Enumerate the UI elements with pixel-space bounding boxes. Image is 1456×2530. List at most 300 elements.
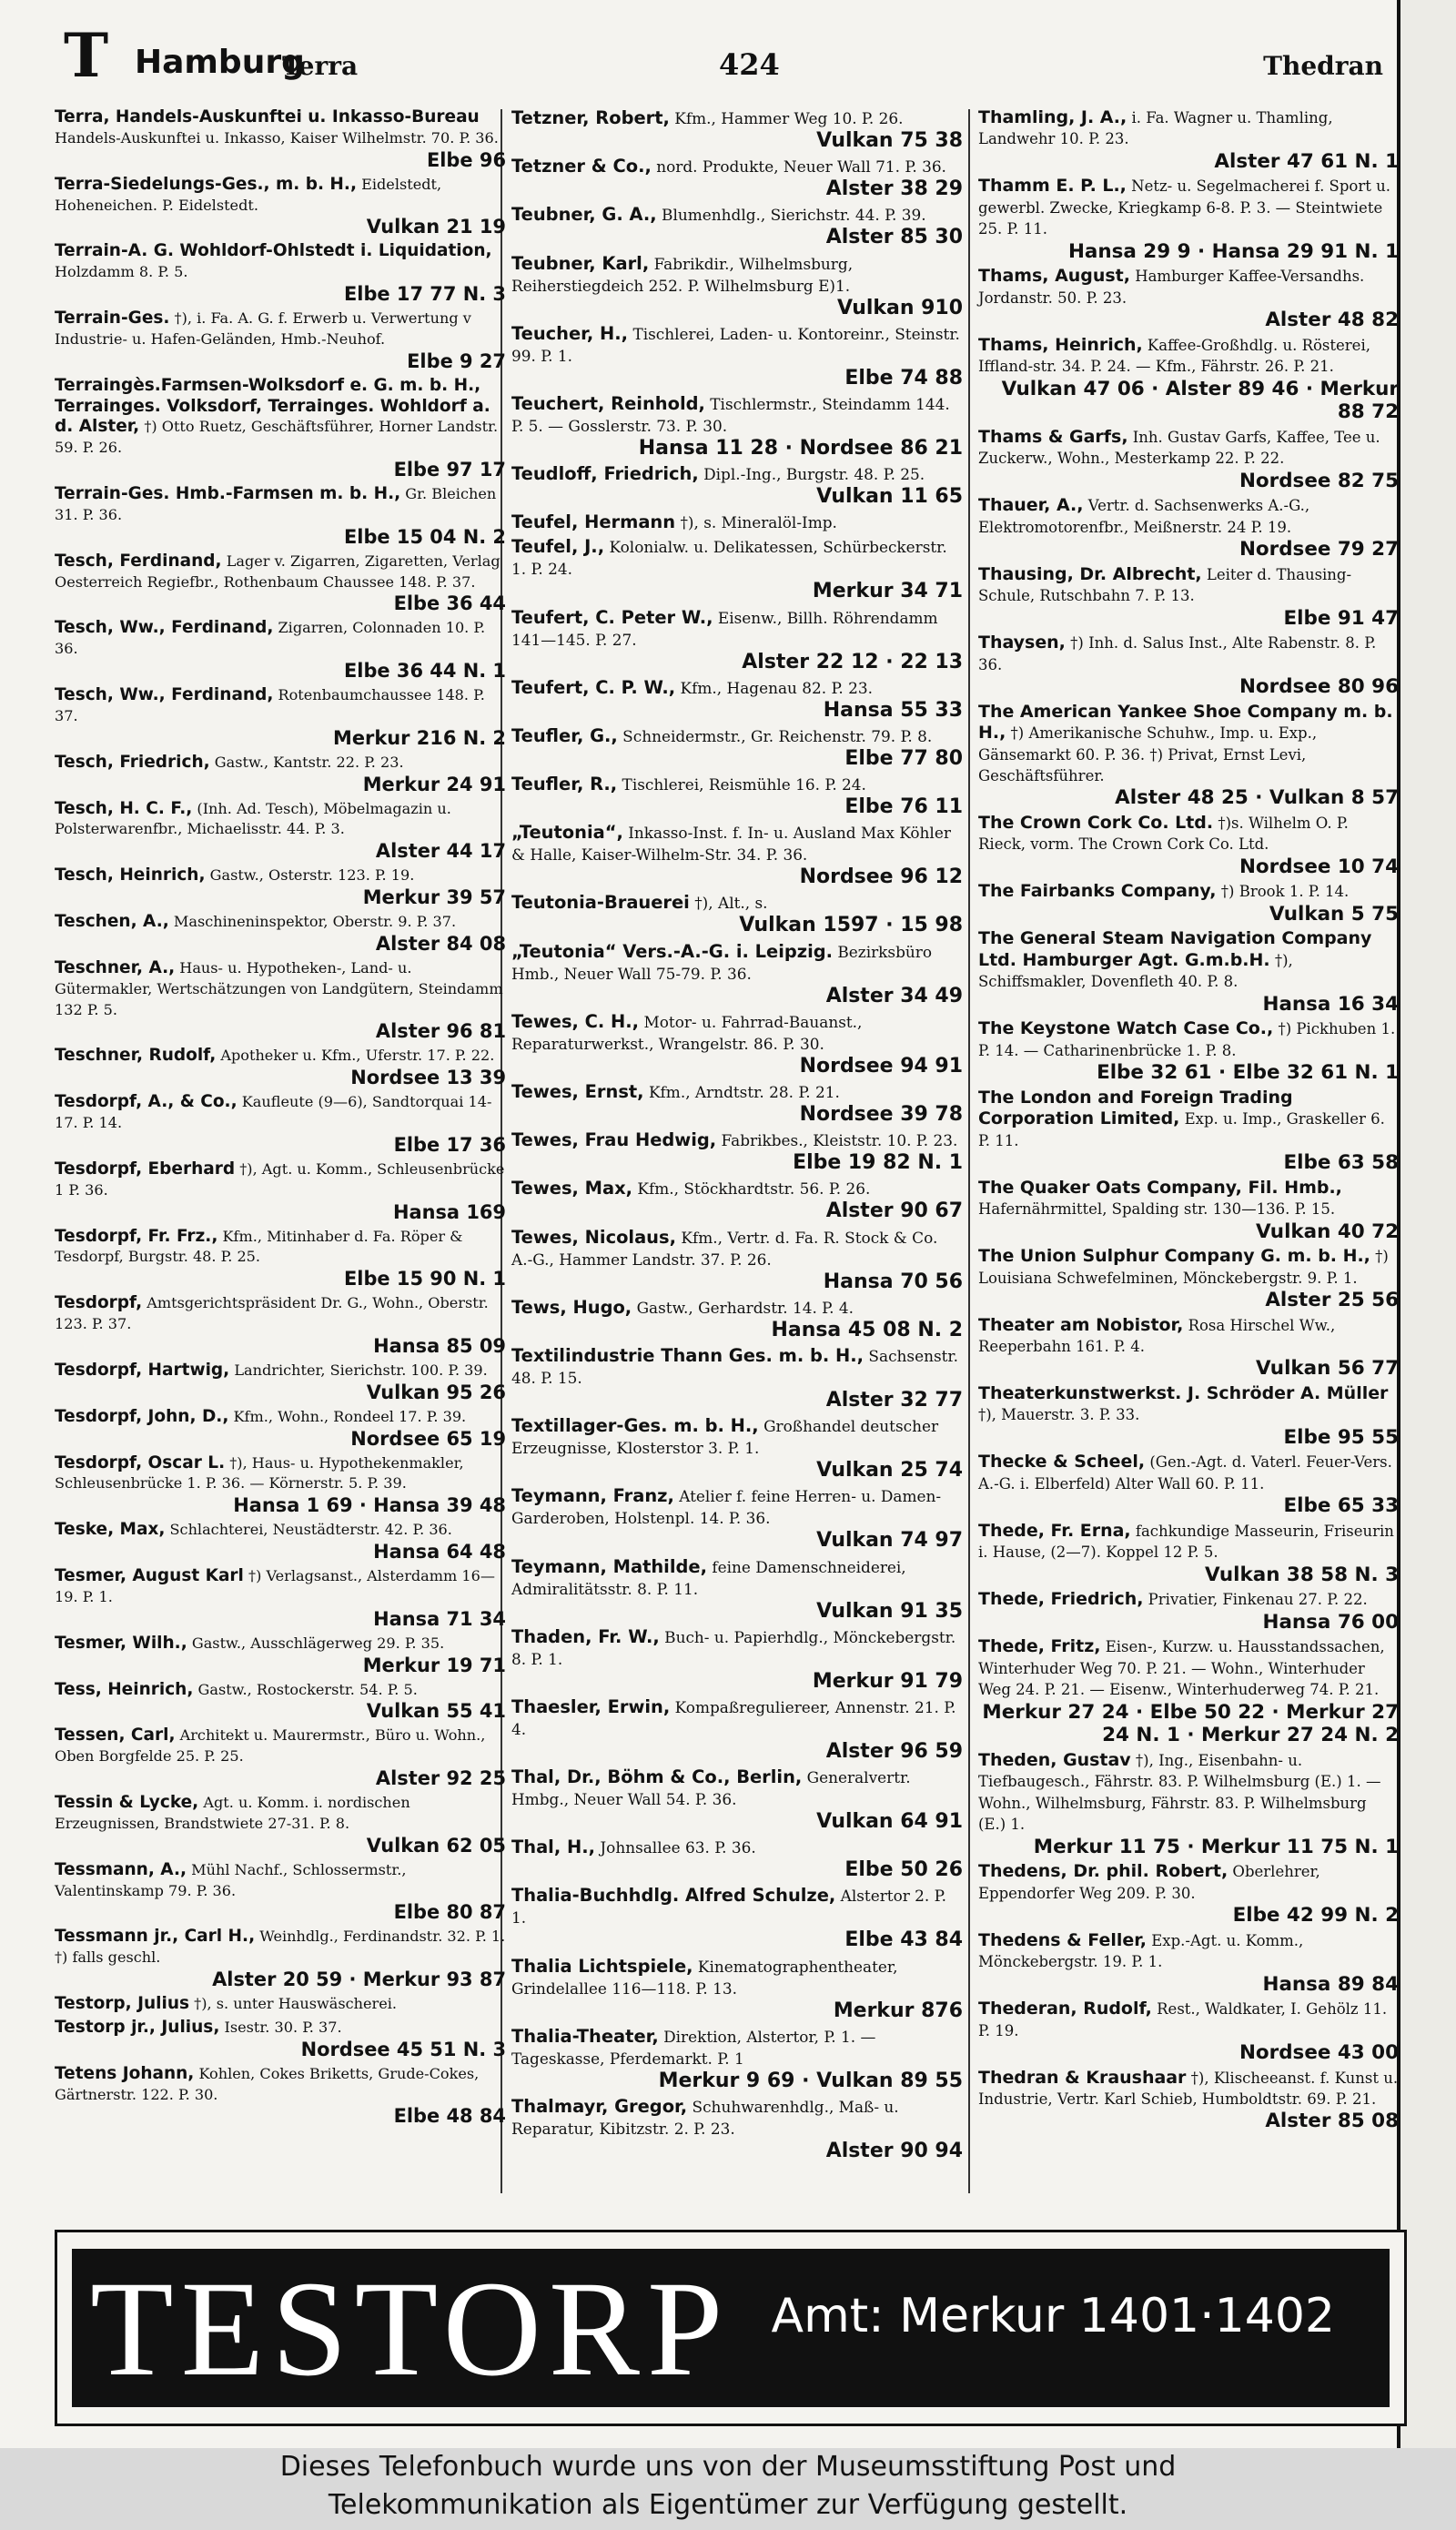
directory-entry bbox=[511, 1129, 963, 1175]
entry-phone: Hansa 76 00 bbox=[1262, 1610, 1399, 1634]
entry-name: Tessen, Carl, bbox=[55, 1725, 176, 1746]
entry-details: Eidelstedt, Hoheneichen. P. Eidelstedt. bbox=[55, 175, 442, 214]
directory-entry bbox=[978, 1636, 1399, 1746]
entry-details: i. Fa. Wagner u. Thamling, Landwehr 10. P. 23. bbox=[978, 109, 1333, 148]
entry-details: †), Klischeeanst. f. Kunst u. Industrie, Vertr. Karl Schieb, Humboldtstr. 69. P. 21. bbox=[978, 2069, 1399, 2108]
entry-details: Gastw., Osterstr. 123. P. 19. bbox=[209, 866, 415, 885]
entry-details: Kfm., Mitinhaber d. Fa. Röper & Tesdorpf, Burgstr. 48. P. 25. bbox=[55, 1227, 463, 1266]
directory-entry bbox=[55, 552, 506, 616]
entry-phone: Merkur 19 71 bbox=[362, 1654, 506, 1676]
entry-details: Fabrikdir., Wilhelmsburg, Reiherstiegdeich 252. P. Wilhelmsburg E)1. bbox=[511, 254, 854, 295]
directory-entry bbox=[511, 1556, 963, 1624]
entry-name: Thedens, Dr. phil. Robert, bbox=[978, 1861, 1228, 1882]
entry-name: Teschner, Rudolf, bbox=[55, 1046, 217, 1066]
archive-footer bbox=[0, 2448, 1456, 2530]
directory-entry bbox=[55, 241, 506, 306]
entry-details: Atelier f. feine Herren- u. Damen-Garderoben, Holstenpl. 14. P. 36. bbox=[511, 1487, 942, 1528]
directory-entry bbox=[55, 618, 506, 683]
last-keyword: Thedran bbox=[1263, 51, 1383, 81]
entry-details: Mühl Nachf., Schlossermstr., Valentinskamp 79. P. 36. bbox=[55, 1860, 407, 1899]
entry-name: Terra-Siedelungs-Ges., m. b. H., bbox=[55, 174, 357, 194]
directory-entry bbox=[511, 253, 963, 320]
entry-details: †), Agt. u. Komm., Schleusenbrücke 1 P. 36. bbox=[55, 1159, 505, 1199]
entry-name: Testorp jr., Julius, bbox=[55, 2017, 220, 2037]
directory-entry bbox=[55, 2018, 506, 2061]
directory-entry bbox=[511, 1626, 963, 1694]
footer-line-2: Telekommunikation als Eigentümer zur Verfügung gestellt. bbox=[328, 2489, 1128, 2521]
entry-phone: Vulkan 91 35 bbox=[816, 1599, 963, 1623]
directory-entry bbox=[978, 266, 1399, 331]
section-letter: T bbox=[64, 20, 109, 91]
entry-details: Tischlerei, Reismühle 16. P. 24. bbox=[622, 775, 866, 794]
directory-column-2 bbox=[511, 107, 963, 2166]
directory-entry bbox=[511, 1345, 963, 1412]
entry-phone: Hansa 169 bbox=[392, 1200, 506, 1223]
entry-details: Apotheker u. Kfm., Uferstr. 17. P. 22. bbox=[220, 1047, 495, 1065]
directory-entry bbox=[511, 1011, 963, 1078]
entry-name: Teymann, Mathilde, bbox=[511, 1555, 707, 1577]
entry-name: Tesch, Friedrich, bbox=[55, 752, 210, 772]
entry-phone: Elbe 9 27 bbox=[407, 349, 506, 372]
entry-name: Thams, Heinrich, bbox=[978, 334, 1143, 355]
entry-phone: Alster 84 08 bbox=[375, 932, 506, 955]
entry-phone: Alster 96 81 bbox=[375, 1020, 506, 1043]
entry-details: †) Brook 1. P. 14. bbox=[1220, 883, 1350, 901]
directory-entry bbox=[55, 1520, 506, 1564]
directory-entry bbox=[978, 1750, 1399, 1858]
directory-entry bbox=[55, 865, 506, 909]
entry-name: Tessin & Lycke, bbox=[55, 1792, 199, 1812]
entry-phone: Nordsee 13 39 bbox=[350, 1067, 506, 1089]
entry-name: Tesmer, Wilh., bbox=[55, 1633, 187, 1653]
entry-name: Textillager-Ges. m. b. H., bbox=[511, 1415, 759, 1437]
entry-phone: Nordsee 43 00 bbox=[1239, 2040, 1399, 2064]
entry-phone: Alster 85 30 bbox=[825, 226, 963, 249]
entry-details: Johnsallee 63. P. 36. bbox=[600, 1838, 756, 1857]
entry-phone: Alster 32 77 bbox=[825, 1388, 963, 1412]
entry-name: Thederan, Rudolf, bbox=[978, 1999, 1152, 2019]
entry-name: Tesch, Ferdinand, bbox=[55, 551, 222, 571]
directory-entry bbox=[55, 753, 506, 796]
entry-phone: Vulkan 55 41 bbox=[366, 1700, 506, 1723]
entry-phone: Alster 44 17 bbox=[375, 840, 506, 863]
entry-details: Kinematographentheater, Grindelallee 116—118. P. 13. bbox=[511, 1957, 898, 1998]
entry-name: Tewes, Max, bbox=[511, 1178, 632, 1199]
directory-entry bbox=[511, 2096, 963, 2163]
entry-name: The Keystone Watch Case Co., bbox=[978, 1018, 1274, 1039]
city-name: Hamburg bbox=[135, 44, 305, 81]
entry-name: Theater am Nobistor, bbox=[978, 1314, 1184, 1335]
entry-details: Gr. Bleichen 31. P. 36. bbox=[55, 485, 497, 523]
directory-entry bbox=[511, 892, 963, 937]
entry-name: Thaden, Fr. W., bbox=[511, 1625, 660, 1647]
entry-name: Teubner, Karl, bbox=[511, 252, 650, 274]
entry-phone: Alster 90 94 bbox=[825, 2140, 963, 2162]
directory-entry bbox=[511, 107, 963, 153]
directory-entry bbox=[978, 427, 1399, 492]
entry-details: Rosa Hirschel Ww., Reeperbahn 161. P. 4. bbox=[978, 1316, 1336, 1356]
entry-phone: Elbe 36 44 N. 1 bbox=[343, 660, 506, 683]
entry-name: Tesch, Ww., Ferdinand, bbox=[55, 685, 274, 705]
entry-name: Tesch, H. C. F., bbox=[55, 798, 193, 818]
advertisement-banner bbox=[55, 2230, 1407, 2426]
entry-details: Tischlermstr., Steindamm 144. P. 5. — Gosslerstr. 73. P. 30. bbox=[511, 394, 950, 435]
entry-phone: Nordsee 10 74 bbox=[1239, 855, 1399, 878]
entry-details: Eisen-, Kurzw. u. Hausstandssachen, Winterhuder Weg 70. P. 21. — Wohn., Winterhuder Weg 24. P. 21. — Eisenw., Winterhuderweg 74. P. 21. bbox=[978, 1638, 1385, 1699]
entry-details: Fabrikbes., Kleiststr. 10. P. 23. bbox=[721, 1131, 958, 1150]
entry-phone: Alster 48 82 bbox=[1265, 309, 1399, 332]
directory-entry bbox=[978, 107, 1399, 173]
entry-details: Maschineninspektor, Oberstr. 9. P. 37. bbox=[173, 913, 457, 931]
entry-phone: Elbe 80 87 bbox=[393, 1901, 506, 1924]
directory-entry bbox=[511, 2026, 963, 2093]
entry-phone: Elbe 91 47 bbox=[1283, 606, 1399, 630]
directory-entry bbox=[511, 156, 963, 201]
entry-details: Tischlerei, Laden- u. Kontoreinr., Steinstr. 99. P. 1. bbox=[511, 324, 960, 365]
directory-entry bbox=[978, 176, 1399, 263]
entry-phone: Vulkan 1597 · 15 98 bbox=[739, 914, 963, 937]
directory-entry bbox=[55, 1227, 506, 1291]
directory-entry bbox=[978, 564, 1399, 630]
directory-entry bbox=[978, 1178, 1399, 1243]
directory-entry bbox=[511, 725, 963, 771]
entry-phone: Vulkan 64 91 bbox=[816, 1810, 963, 1834]
entry-name: Thaesler, Erwin, bbox=[511, 1695, 671, 1717]
entry-name: Thalia-Theater, bbox=[511, 2025, 659, 2047]
entry-name: Thaysen, bbox=[978, 632, 1066, 653]
entry-details: Sachsenstr. 48. P. 15. bbox=[511, 1346, 958, 1387]
entry-name: Theden, Gustav bbox=[978, 1749, 1131, 1770]
entry-name: Textilindustrie Thann Ges. m. b. H., bbox=[511, 1344, 864, 1366]
entry-name: Tesdorpf, Fr. Frz., bbox=[55, 1226, 218, 1246]
directory-entry bbox=[978, 335, 1399, 424]
entry-name: The Quaker Oats Company, Fil. Hmb., bbox=[978, 1177, 1342, 1198]
entry-details: Privatier, Finkenau 27. P. 22. bbox=[1148, 1591, 1368, 1609]
entry-phone: Alster 20 59 · Merkur 93 87 bbox=[212, 1968, 506, 1991]
entry-name: Teudloff, Friedrich, bbox=[511, 463, 699, 485]
entry-name: Thecke & Scheel, bbox=[978, 1452, 1146, 1472]
entry-phone: Vulkan 25 74 bbox=[816, 1459, 963, 1483]
entry-details: †)s. Wilhelm O. P. Rieck, vorm. The Crown Cork Co. Ltd. bbox=[978, 814, 1349, 854]
entry-phone: Alster 34 49 bbox=[825, 984, 963, 1007]
entry-phone: Elbe 97 17 bbox=[393, 459, 506, 481]
directory-entry bbox=[55, 1634, 506, 1677]
entry-details: Kfm., Wohn., Rondeel 17. P. 39. bbox=[233, 1407, 467, 1425]
entry-phone: Vulkan 74 97 bbox=[816, 1529, 963, 1553]
entry-details: Generalvertr. Hmbg., Neuer Wall 54. P. 36. bbox=[511, 1768, 911, 1809]
directory-entry bbox=[55, 1046, 506, 1089]
directory-entry bbox=[978, 495, 1399, 561]
directory-entry bbox=[55, 1860, 506, 1925]
entry-phone: Hansa 89 84 bbox=[1262, 1972, 1399, 1996]
page-header bbox=[64, 20, 1383, 91]
advertisement-panel bbox=[72, 2249, 1390, 2407]
entry-name: Tesdorpf, A., & Co., bbox=[55, 1092, 238, 1112]
adjacent-page-edge bbox=[1397, 0, 1456, 2448]
entry-name: Thede, Fr. Erna, bbox=[978, 1520, 1131, 1541]
entry-details: †), s. Mineralöl-Imp. bbox=[680, 513, 837, 532]
entry-phone: Elbe 65 33 bbox=[1283, 1494, 1399, 1518]
entry-name: Thamm E. P. L., bbox=[978, 176, 1127, 197]
entry-details: Kfm., Vertr. d. Fa. R. Stock & Co. A.-G., Hammer Landstr. 37. P. 26. bbox=[511, 1228, 938, 1269]
entry-phone: Hansa 55 33 bbox=[823, 698, 963, 722]
directory-entry bbox=[55, 685, 506, 750]
entry-name: Tesmer, August Karl bbox=[55, 1566, 244, 1586]
entry-details: Handels-Auskunftei u. Inkasso, Kaiser Wilhelmstr. 70. P. 36. bbox=[55, 128, 499, 147]
entry-name: Teschner, A., bbox=[55, 957, 176, 977]
entry-name: „Teutonia“, bbox=[511, 822, 623, 844]
first-keyword: Terra bbox=[282, 51, 359, 81]
entry-details: Gastw., Ausschlägerweg 29. P. 35. bbox=[191, 1634, 445, 1652]
entry-phone: Vulkan 56 77 bbox=[1255, 1357, 1399, 1381]
entry-phone: Merkur 216 N. 2 bbox=[333, 726, 506, 749]
entry-phone: Elbe 63 58 bbox=[1283, 1151, 1399, 1175]
entry-name: Tews, Hugo, bbox=[511, 1296, 632, 1318]
entry-name: Thauer, A., bbox=[978, 495, 1084, 516]
entry-phone: Merkur 34 71 bbox=[812, 580, 963, 603]
entry-phone: Hansa 11 28 · Nordsee 86 21 bbox=[638, 436, 963, 460]
entry-details: feine Damenschneiderei, Admiralitätsstr. 8. P. 11. bbox=[511, 1557, 906, 1598]
directory-entry bbox=[511, 1485, 963, 1553]
directory-entry bbox=[978, 813, 1399, 878]
directory-entry bbox=[511, 1178, 963, 1223]
directory-entry bbox=[511, 1696, 963, 1764]
entry-details: Bezirksbüro Hmb., Neuer Wall 75-79. P. 36. bbox=[511, 942, 933, 983]
entry-name: Teufler, G., bbox=[511, 724, 618, 746]
entry-phone: Nordsee 94 91 bbox=[799, 1054, 963, 1078]
entry-name: Tetzner, Robert, bbox=[511, 107, 670, 128]
entry-phone: Alster 96 59 bbox=[825, 1739, 963, 1763]
directory-entry bbox=[55, 175, 506, 239]
directory-entry bbox=[978, 702, 1399, 810]
entry-name: Teske, Max, bbox=[55, 1520, 166, 1540]
entry-phone: Elbe 43 84 bbox=[844, 1928, 963, 1952]
entry-name: Tetzner & Co., bbox=[511, 156, 652, 177]
directory-entry bbox=[978, 1018, 1399, 1084]
entry-details: †) Pickhuben 1. P. 14. — Catharinenbrücke 1. P. 8. bbox=[978, 1020, 1396, 1059]
entry-name: Teufert, C. P. W., bbox=[511, 676, 676, 698]
entry-name: Teufert, C. Peter W., bbox=[511, 606, 713, 628]
entry-name: The American Yankee Shoe Company m. b. H., bbox=[978, 701, 1393, 744]
entry-details: Kfm., Hagenau 82. P. 23. bbox=[680, 678, 874, 697]
directory-entry bbox=[511, 1766, 963, 1834]
entry-details: †), Ing., Eisenbahn- u. Tiefbaugesch., Fährstr. 83. P. Wilhelmsburg (E.) 1. — Wohn., Wilhelmsburg, Fährstr. 83. P. Wilhelmsburg (E.) 1. bbox=[978, 1751, 1381, 1834]
directory-entry bbox=[511, 1415, 963, 1483]
entry-name: Tessmann, A., bbox=[55, 1859, 187, 1879]
entry-phone: Elbe 50 26 bbox=[844, 1858, 963, 1882]
directory-entry bbox=[55, 1793, 506, 1857]
entry-details: Exp.-Agt. u. Komm., Mönckebergstr. 19. P. 1. bbox=[978, 1931, 1304, 1971]
entry-phone: Nordsee 82 75 bbox=[1239, 469, 1399, 492]
entry-details: nord. Produkte, Neuer Wall 71. P. 36. bbox=[656, 157, 946, 177]
directory-entry bbox=[55, 1407, 506, 1451]
entry-details: †), Alt., s. bbox=[694, 894, 768, 913]
entry-phone: Merkur 11 75 · Merkur 11 75 N. 1 bbox=[1033, 1835, 1399, 1858]
entry-name: The Union Sulphur Company G. m. b. H., bbox=[978, 1246, 1370, 1267]
entry-name: „Teutonia“ Vers.-A.-G. i. Leipzig. bbox=[511, 940, 834, 962]
entry-phone: Vulkan 62 05 bbox=[366, 1834, 506, 1857]
entry-name: Terrain-Ges. Hmb.-Farmsen m. b. H., bbox=[55, 484, 401, 504]
entry-phone: Alster 38 29 bbox=[825, 177, 963, 201]
entry-name: Teucher, H., bbox=[511, 322, 629, 344]
entry-phone: Vulkan 21 19 bbox=[366, 216, 506, 238]
entry-details: †), i. Fa. A. G. f. Erwerb u. Verwertung v Industrie- u. Hafen-Geländen, Hmb.-Neuhof. bbox=[55, 309, 471, 348]
entry-details: Rotenbaumchaussee 148. P. 37. bbox=[55, 686, 485, 724]
entry-name: Teufler, R., bbox=[511, 774, 618, 795]
entry-name: Tesdorpf, Oscar L. bbox=[55, 1452, 226, 1472]
directory-entry bbox=[55, 1361, 506, 1404]
directory-entry bbox=[55, 799, 506, 864]
entry-name: Tewes, Nicolaus, bbox=[511, 1226, 676, 1248]
entry-phone: Elbe 42 99 N. 2 bbox=[1232, 1904, 1399, 1928]
entry-details: Inh. Gustav Garfs, Kaffee, Tee u. Zuckerw., Wohn., Mesterkamp 22. P. 22. bbox=[978, 428, 1380, 468]
entry-name: Thausing, Dr. Albrecht, bbox=[978, 563, 1202, 584]
directory-entry bbox=[511, 1837, 963, 1882]
entry-details: Großhandel deutscher Erzeugnisse, Klosterstor 3. P. 1. bbox=[511, 1417, 939, 1458]
entry-phone: Nordsee 80 96 bbox=[1239, 675, 1399, 699]
directory-entry bbox=[978, 632, 1399, 698]
directory-entry bbox=[511, 822, 963, 889]
entry-details: Hamburger Kaffee-Versandhs. Jordanstr. 50. P. 23. bbox=[978, 268, 1365, 307]
directory-entry bbox=[978, 1521, 1399, 1586]
entry-name: Teymann, Franz, bbox=[511, 1485, 674, 1507]
page-number: 424 bbox=[719, 47, 780, 82]
entry-name: Thamling, J. A., bbox=[978, 107, 1127, 127]
entry-phone: Elbe 74 88 bbox=[844, 366, 963, 390]
entry-name: Tessmann jr., Carl H., bbox=[55, 1927, 256, 1947]
entry-name: The General Steam Navigation Company Ltd. Hamburger Agt. G.m.b.H. bbox=[978, 928, 1372, 970]
directory-entry bbox=[55, 1453, 506, 1518]
entry-name: Thedens & Feller, bbox=[978, 1929, 1147, 1950]
entry-details: Kaufleute (9—6), Sandtorquai 14-17. P. 14. bbox=[55, 1093, 492, 1132]
entry-phone: Merkur 9 69 · Vulkan 89 55 bbox=[658, 2069, 963, 2092]
directory-entry bbox=[978, 2068, 1399, 2133]
entry-name: Tewes, Ernst, bbox=[511, 1081, 644, 1102]
entry-phone: Elbe 17 77 N. 3 bbox=[343, 283, 506, 306]
entry-details: †), Mauerstr. 3. P. 33. bbox=[978, 1406, 1140, 1424]
entry-details: Landrichter, Sierichstr. 100. P. 39. bbox=[234, 1361, 488, 1379]
entry-name: Teutonia-Brauerei bbox=[511, 892, 690, 914]
directory-entry bbox=[511, 511, 963, 533]
entry-phone: Elbe 96 bbox=[426, 148, 506, 171]
entry-details: Direktion, Alstertor, P. 1. — Tageskasse, Pferdemarkt. P. 1 bbox=[511, 2027, 876, 2068]
entry-details: Alstertor 2. P. 1. bbox=[511, 1887, 946, 1928]
entry-name: Tesch, Ww., Ferdinand, bbox=[55, 618, 274, 638]
directory-entry bbox=[55, 1680, 506, 1724]
entry-name: Tesdorpf, Eberhard bbox=[55, 1159, 236, 1179]
advertisement-phone: Amt: Merkur 1401·1402 bbox=[771, 2289, 1335, 2343]
entry-details: Kfm., Arndtstr. 28. P. 21. bbox=[648, 1083, 840, 1101]
entry-phone: Hansa 71 34 bbox=[373, 1607, 506, 1630]
directory-entry bbox=[978, 1246, 1399, 1311]
directory-entry bbox=[55, 1293, 506, 1358]
directory-column-1 bbox=[55, 107, 506, 2130]
entry-phone: Hansa 16 34 bbox=[1262, 992, 1399, 1016]
entry-phone: Vulkan 5 75 bbox=[1269, 902, 1399, 926]
directory-entry bbox=[55, 107, 506, 172]
directory-entry bbox=[511, 1081, 963, 1127]
entry-details: Kompaßreguliereer, Annenstr. 21. P. 4. bbox=[511, 1697, 956, 1738]
entry-phone: Merkur 39 57 bbox=[362, 886, 506, 909]
entry-name: Tess, Heinrich, bbox=[55, 1679, 194, 1699]
directory-column-3 bbox=[978, 107, 1399, 2136]
directory-entry bbox=[55, 1994, 506, 2015]
entry-details: Hafernährmittel, Spalding str. 130—136. P. 15. bbox=[978, 1200, 1336, 1219]
entry-details: Zigarren, Colonnaden 10. P. 36. bbox=[55, 619, 486, 658]
directory-entry bbox=[978, 1088, 1399, 1175]
entry-phone: Elbe 19 82 N. 1 bbox=[793, 1151, 963, 1175]
entry-name: Tewes, C. H., bbox=[511, 1010, 640, 1032]
entry-name: Thams & Garfs, bbox=[978, 426, 1128, 447]
directory-entry bbox=[978, 1930, 1399, 1996]
entry-name: Teubner, G. A., bbox=[511, 204, 657, 226]
entry-phone: Elbe 36 44 bbox=[393, 592, 506, 615]
advertisement-brand: TESTORP bbox=[90, 2253, 731, 2404]
directory-entry bbox=[978, 1589, 1399, 1634]
entry-name: The Crown Cork Co. Ltd. bbox=[978, 812, 1214, 833]
entry-phone: Hansa 45 08 N. 2 bbox=[771, 1318, 963, 1341]
column-divider bbox=[968, 109, 970, 2193]
entry-details: Inkasso-Inst. f. In- u. Ausland Max Köhler & Halle, Kaiser-Wilhelm-Str. 34. P. 36. bbox=[511, 824, 951, 865]
entry-details: Schuhwarenhdlg., Maß- u. Reparatur, Kibitzstr. 2. P. 23. bbox=[511, 2098, 899, 2138]
entry-phone: Vulkan 40 72 bbox=[1255, 1219, 1399, 1243]
entry-name: Teufel, J., bbox=[511, 536, 605, 558]
entry-name: Terrain-A. G. Wohldorf-Ohlstedt i. Liquidation, bbox=[55, 241, 492, 261]
directory-entry bbox=[978, 1315, 1399, 1381]
entry-phone: Nordsee 79 27 bbox=[1239, 538, 1399, 562]
entry-name: Teschen, A., bbox=[55, 912, 169, 932]
entry-name: Theaterkunstwerkst. J. Schröder A. Müller bbox=[978, 1383, 1389, 1404]
entry-details: Kfm., Hammer Weg 10. P. 26. bbox=[674, 109, 904, 127]
directory-entry bbox=[55, 309, 506, 373]
entry-name: Teuchert, Reinhold, bbox=[511, 392, 705, 414]
entry-name: Thede, Friedrich, bbox=[978, 1589, 1144, 1610]
entry-details: Kolonialw. u. Delikatessen, Schürbeckerstr. 1. P. 24. bbox=[511, 538, 947, 579]
entry-phone: Elbe 48 84 bbox=[393, 2105, 506, 2128]
entry-phone: Nordsee 39 78 bbox=[799, 1103, 963, 1126]
entry-name: Tesdorpf, Hartwig, bbox=[55, 1360, 230, 1380]
entry-phone: Alster 48 25 · Vulkan 8 57 bbox=[1115, 786, 1399, 810]
entry-details: Oberlehrer, Eppendorfer Weg 209. P. 30. bbox=[978, 1863, 1320, 1902]
entry-name: Tesch, Heinrich, bbox=[55, 865, 206, 886]
entry-details: †) Inh. d. Salus Inst., Alte Rabenstr. 8. P. 36. bbox=[978, 634, 1377, 673]
entry-phone: Merkur 91 79 bbox=[812, 1669, 963, 1693]
directory-entry bbox=[511, 1885, 963, 1952]
entry-details: Kohlen, Cokes Briketts, Grude-Cokes, Gärtnerstr. 122. P. 30. bbox=[55, 2064, 480, 2103]
entry-details: Gastw., Rostockerstr. 54. P. 5. bbox=[197, 1680, 418, 1698]
entry-details: Kaffee-Großhdlg. u. Rösterei, Iffland-str. 34. P. 24. — Kfm., Fährstr. 26. P. 21. bbox=[978, 336, 1370, 376]
entry-name: Thal, Dr., Böhm & Co., Berlin, bbox=[511, 1766, 803, 1788]
directory-entry bbox=[978, 1861, 1399, 1927]
entry-name: Tewes, Frau Hedwig, bbox=[511, 1129, 717, 1151]
entry-phone: Alster 25 56 bbox=[1265, 1289, 1399, 1311]
directory-entry bbox=[511, 1956, 963, 2023]
entry-name: Thede, Fritz, bbox=[978, 1636, 1101, 1657]
directory-entry bbox=[511, 323, 963, 390]
directory-entry bbox=[55, 958, 506, 1044]
directory-entry bbox=[511, 1227, 963, 1294]
entry-details: Schlachterei, Neustädterstr. 42. P. 36. bbox=[169, 1521, 452, 1539]
entry-details: Gastw., Gerhardstr. 14. P. 4. bbox=[636, 1298, 854, 1317]
entry-phone: Elbe 76 11 bbox=[844, 795, 963, 819]
entry-details: Haus- u. Hypotheken-, Land- u. Gütermakler, Wertschätzungen von Landgütern, Steindamm 132 P. 5. bbox=[55, 958, 503, 1018]
entry-phone: Vulkan 910 bbox=[837, 296, 963, 319]
entry-phone: Alster 85 08 bbox=[1265, 2110, 1399, 2133]
directory-entry bbox=[55, 1927, 506, 1991]
directory-entry bbox=[978, 1999, 1399, 2064]
entry-phone: Elbe 95 55 bbox=[1283, 1425, 1399, 1449]
entry-phone: Alster 22 12 · 22 13 bbox=[742, 650, 963, 673]
